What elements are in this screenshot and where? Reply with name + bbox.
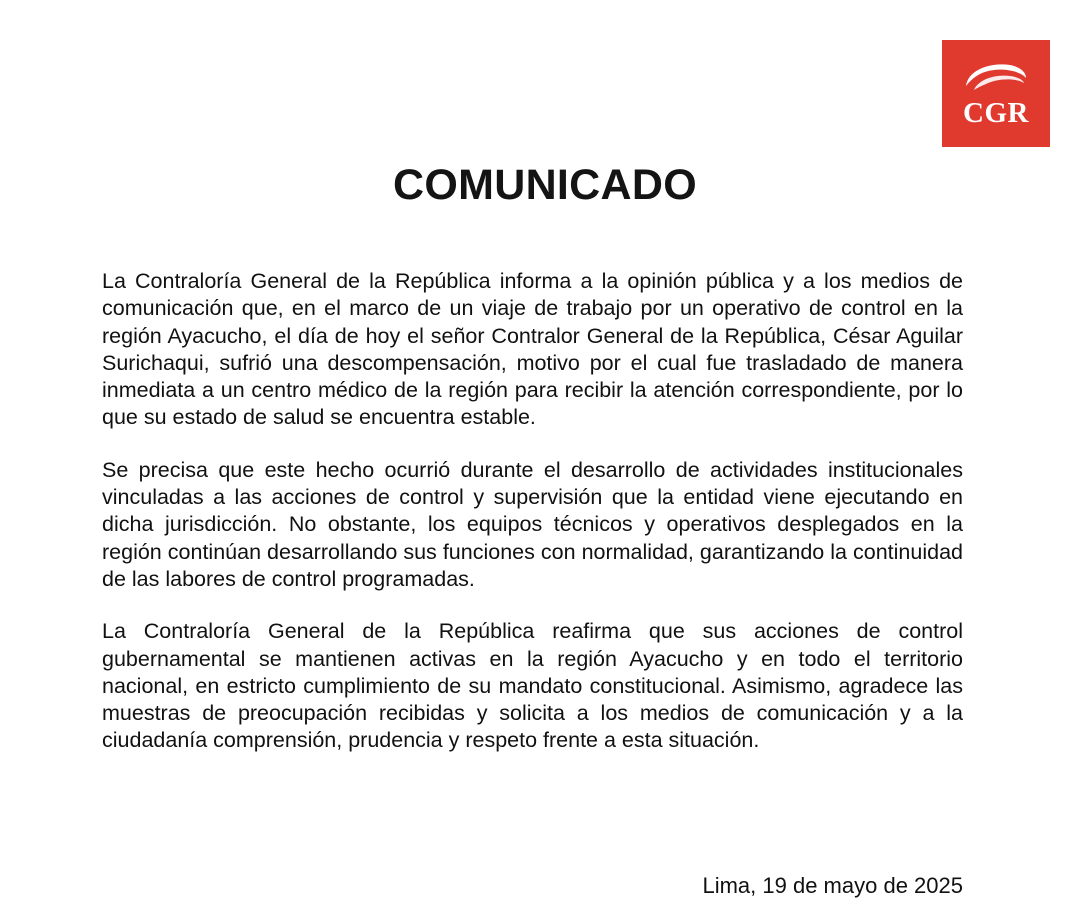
document-title: COMUNICADO	[393, 161, 697, 209]
cgr-logo	[942, 40, 1050, 147]
document-body	[102, 268, 963, 780]
date-place-signature: Lima, 19 de mayo de 2025	[702, 873, 963, 898]
paragraph-1: La Contraloría General de la República informa a la opinión pública y a los medios de comunicación que, en el marco de un viaje de trabajo por un operativo de control en la región Ayacucho, el día de hoy el señor Contralor General de la República, César Aguilar Surichaqui, sufrió una descompensación, motivo por el cual fue trasladado de manera inmediata a un centro médico de la región para recibir la atención correspondiente, por lo que su estado de salud se encuentra estable.	[102, 269, 963, 430]
cgr-swoosh-icon	[960, 56, 1032, 96]
logo-text: CGR	[963, 97, 1029, 129]
paragraph-3: La Contraloría General de la República reafirma que sus acciones de control gubernamental se mantienen activas en la región Ayacucho y en todo el territorio nacional, en estricto cumplimiento de su mandato constitucional. Asimismo, agradece las muestras de preocupación recibidas y solicita a los medios de comunicación y a la ciudadanía comprensión, prudencia y respeto frente a esta situación.	[102, 619, 963, 753]
paragraph-2: Se precisa que este hecho ocurrió durante el desarrollo de actividades institucionales vinculadas a las acciones de control y supervisión que la entidad viene ejecutando en dicha jurisdicción. No obstante, los equipos técnicos y operativos desplegados en la región continúan desarrollando sus funciones con normalidad, garantizando la continuidad de las labores de control programadas.	[102, 457, 963, 591]
